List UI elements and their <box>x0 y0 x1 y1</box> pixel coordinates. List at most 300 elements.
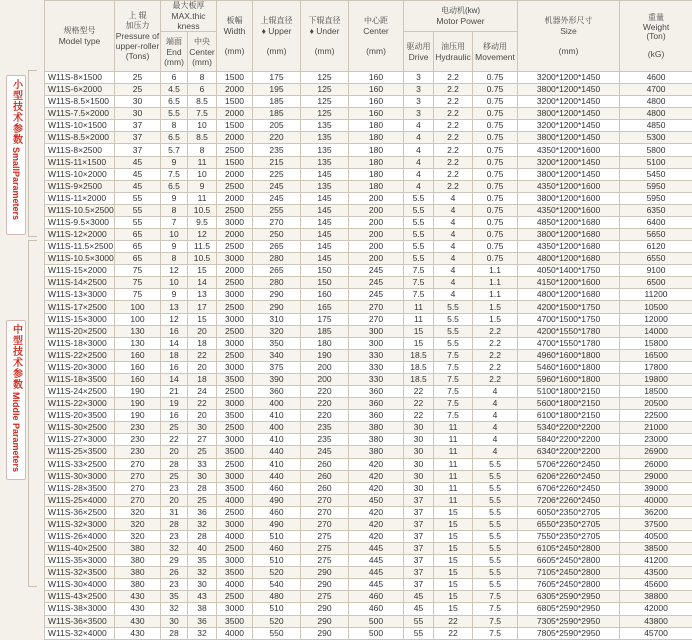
table-cell: 360 <box>349 398 404 410</box>
table-cell: W11S-35×3000 <box>45 555 115 567</box>
header-weight: 重量 Weight (Ton) (kG) <box>620 1 692 72</box>
table-cell: 5.5 <box>473 458 518 470</box>
table-cell: W11S-28×3500 <box>45 482 115 494</box>
table-cell: 20 <box>188 361 217 373</box>
table-cell: 245 <box>349 277 404 289</box>
header-hydraulic: 油压用 Hydraulic <box>434 32 473 72</box>
table-cell: 5650 <box>620 229 692 241</box>
table-cell: 7.5 <box>473 615 518 627</box>
table-row <box>45 591 692 603</box>
table-cell: 22500 <box>620 410 692 422</box>
table-cell: 3000 <box>217 253 253 265</box>
table-cell: 37 <box>404 555 434 567</box>
table-cell: 20 <box>188 325 217 337</box>
table-cell: 200 <box>349 229 404 241</box>
table-cell: 225 <box>253 168 301 180</box>
table-cell: 320 <box>253 325 301 337</box>
table-cell: 7550*2350*2705 <box>518 530 620 542</box>
table-row <box>45 325 692 337</box>
table-cell: 6805*2590*2950 <box>518 603 620 615</box>
table-cell: 445 <box>349 555 404 567</box>
table-cell: 32 <box>188 518 217 530</box>
table-cell: 490 <box>253 494 301 506</box>
table-cell: 4 <box>404 132 434 144</box>
table-row <box>45 422 692 434</box>
table-cell: 2500 <box>217 180 253 192</box>
table-cell: 6206*2260*2450 <box>518 470 620 482</box>
table-row <box>45 180 692 192</box>
table-cell: 25 <box>188 446 217 458</box>
table-cell: 520 <box>253 567 301 579</box>
table-cell: 17 <box>188 301 217 313</box>
table-cell: 28 <box>188 530 217 542</box>
table-cell: 180 <box>349 120 404 132</box>
table-cell: 180 <box>349 168 404 180</box>
table-cell: 14 <box>161 337 188 349</box>
table-cell: 420 <box>349 482 404 494</box>
table-cell: W11S-36×2500 <box>45 506 115 518</box>
table-cell: 100 <box>115 301 161 313</box>
table-row <box>45 446 692 458</box>
table-cell: 6105*2450*2800 <box>518 543 620 555</box>
table-cell: 5800 <box>620 144 692 156</box>
table-cell: 7.5 <box>473 627 518 639</box>
table-cell: 23 <box>161 579 188 591</box>
table-cell: 4150*1200*1600 <box>518 277 620 289</box>
table-cell: 22 <box>161 434 188 446</box>
table-cell: 380 <box>115 555 161 567</box>
table-cell: 12 <box>188 229 217 241</box>
table-cell: 130 <box>115 337 161 349</box>
table-cell: 2.2 <box>473 373 518 385</box>
table-cell: 16500 <box>620 349 692 361</box>
table-cell: 29 <box>161 555 188 567</box>
table-cell: 230 <box>115 422 161 434</box>
table-cell: 265 <box>253 241 301 253</box>
table-cell: 275 <box>301 543 349 555</box>
table-cell: 30 <box>188 579 217 591</box>
table-cell: 9100 <box>620 265 692 277</box>
table-cell: 330 <box>349 349 404 361</box>
table-cell: 310 <box>253 313 301 325</box>
table-cell: 430 <box>115 615 161 627</box>
table-cell: W11S-25×3500 <box>45 446 115 458</box>
table-cell: 5460*1600*1800 <box>518 361 620 373</box>
table-cell: 25 <box>161 422 188 434</box>
table-cell: 35 <box>161 591 188 603</box>
table-cell: 30 <box>188 422 217 434</box>
table-cell: 3800*1200*1600 <box>518 192 620 204</box>
table-row <box>45 603 692 615</box>
table-cell: 445 <box>349 579 404 591</box>
table-cell: 290 <box>301 567 349 579</box>
table-cell: 5950 <box>620 192 692 204</box>
table-cell: 410 <box>253 434 301 446</box>
table-cell: 7.5 <box>404 265 434 277</box>
table-cell: 45 <box>115 168 161 180</box>
table-row <box>45 253 692 265</box>
table-cell: 6400 <box>620 216 692 228</box>
table-cell: 3800*1200*1450 <box>518 168 620 180</box>
table-row <box>45 410 692 422</box>
table-cell: 145 <box>301 204 349 216</box>
table-cell: 10 <box>188 168 217 180</box>
table-row <box>45 458 692 470</box>
table-cell: 2.2 <box>434 120 473 132</box>
table-cell: 125 <box>301 84 349 96</box>
table-cell: 135 <box>301 144 349 156</box>
table-cell: 340 <box>253 349 301 361</box>
table-cell: 4350*1200*1680 <box>518 241 620 253</box>
table-cell: 5.5 <box>404 192 434 204</box>
table-cell: 290 <box>301 603 349 615</box>
table-cell: 2500 <box>217 325 253 337</box>
table-row <box>45 530 692 542</box>
table-cell: 5600*1800*2150 <box>518 398 620 410</box>
table-cell: 0.75 <box>473 216 518 228</box>
table-cell: 40000 <box>620 494 692 506</box>
table-cell: 65 <box>115 253 161 265</box>
table-cell: 45 <box>115 180 161 192</box>
table-cell: 9 <box>161 289 188 301</box>
table-cell: 37 <box>404 530 434 542</box>
table-cell: W11S-22×3000 <box>45 398 115 410</box>
table-cell: 245 <box>349 265 404 277</box>
table-cell: 190 <box>115 398 161 410</box>
table-cell: 4000 <box>217 494 253 506</box>
table-cell: 7.5 <box>404 277 434 289</box>
table-cell: 43500 <box>620 567 692 579</box>
table-cell: W11S-8×2500 <box>45 144 115 156</box>
header-thickness: 最大板厚 MAX.thic kness <box>161 1 217 32</box>
table-cell: 8 <box>161 120 188 132</box>
table-cell: 40 <box>188 543 217 555</box>
table-cell: 15 <box>188 313 217 325</box>
table-cell: 3200*1200*1450 <box>518 96 620 108</box>
table-cell: 270 <box>301 494 349 506</box>
table-row <box>45 349 692 361</box>
table-cell: 245 <box>253 180 301 192</box>
table-cell: 0.75 <box>473 229 518 241</box>
table-cell: 11 <box>404 301 434 313</box>
table-cell: 150 <box>301 265 349 277</box>
table-cell: 160 <box>349 96 404 108</box>
table-cell: 4000 <box>217 530 253 542</box>
table-cell: W11S-26×4000 <box>45 530 115 542</box>
table-cell: W11S-8.5×1500 <box>45 96 115 108</box>
table-header <box>45 1 692 72</box>
table-cell: 2500 <box>217 422 253 434</box>
table-cell: 7.5 <box>473 591 518 603</box>
table-cell: 15 <box>434 567 473 579</box>
table-cell: 18 <box>161 349 188 361</box>
table-cell: 9 <box>188 180 217 192</box>
table-cell: 4350*1200*1600 <box>518 180 620 192</box>
table-cell: 4700*1500*1750 <box>518 313 620 325</box>
table-cell: 380 <box>115 579 161 591</box>
middle-bracket <box>28 240 37 587</box>
table-cell: 1.5 <box>473 313 518 325</box>
table-cell: 125 <box>301 108 349 120</box>
table-cell: 200 <box>349 241 404 253</box>
table-cell: 6305*2590*2950 <box>518 591 620 603</box>
table-cell: 7.5 <box>434 361 473 373</box>
table-cell: 23 <box>161 482 188 494</box>
table-cell: 200 <box>349 192 404 204</box>
table-cell: 65 <box>115 229 161 241</box>
table-cell: 4.5 <box>161 84 188 96</box>
table-cell: 30 <box>115 108 161 120</box>
table-cell: 290 <box>253 289 301 301</box>
table-cell: 6550 <box>620 253 692 265</box>
table-cell: W11S-24×2500 <box>45 386 115 398</box>
table-cell: 450 <box>349 494 404 506</box>
table-cell: 11 <box>188 156 217 168</box>
table-cell: 6605*2450*2800 <box>518 555 620 567</box>
table-cell: 13 <box>161 301 188 313</box>
table-cell: W11S-18×3000 <box>45 337 115 349</box>
table-cell: 15 <box>434 591 473 603</box>
table-cell: 45 <box>404 591 434 603</box>
table-row <box>45 289 692 301</box>
table-cell: 220 <box>253 132 301 144</box>
table-cell: 2000 <box>217 132 253 144</box>
table-cell: 10.5 <box>188 253 217 265</box>
table-cell: 5.5 <box>434 325 473 337</box>
table-cell: 480 <box>253 591 301 603</box>
table-cell: 290 <box>301 579 349 591</box>
table-cell: W11S-30×2500 <box>45 422 115 434</box>
table-cell: 200 <box>349 204 404 216</box>
table-cell: 15 <box>434 543 473 555</box>
table-cell: 55 <box>115 204 161 216</box>
table-cell: 4700 <box>620 84 692 96</box>
table-cell: 38 <box>188 603 217 615</box>
table-cell: 5300 <box>620 132 692 144</box>
table-cell: W11S-30×3000 <box>45 470 115 482</box>
table-cell: 2500 <box>217 506 253 518</box>
table-cell: 300 <box>349 325 404 337</box>
table-cell: 375 <box>253 361 301 373</box>
table-cell: 5.5 <box>473 555 518 567</box>
header-under: 下辊直径 ♦ Under (mm) <box>301 1 349 72</box>
table-row <box>45 229 692 241</box>
table-cell: 245 <box>349 289 404 301</box>
table-cell: 9 <box>161 192 188 204</box>
table-cell: 1500 <box>217 72 253 84</box>
table-cell: 32 <box>161 543 188 555</box>
table-cell: 4 <box>404 156 434 168</box>
table-row <box>45 506 692 518</box>
table-cell: 24 <box>188 386 217 398</box>
table-cell: 160 <box>349 84 404 96</box>
table-cell: 260 <box>301 470 349 482</box>
table-cell: 15 <box>404 325 434 337</box>
table-cell: 4 <box>473 386 518 398</box>
table-cell: 30 <box>161 615 188 627</box>
table-row <box>45 482 692 494</box>
header-center: 中央 Center (mm) <box>188 32 217 72</box>
table-cell: 190 <box>115 386 161 398</box>
table-row <box>45 192 692 204</box>
table-cell: 510 <box>253 530 301 542</box>
table-cell: 1500 <box>217 156 253 168</box>
table-cell: 440 <box>253 446 301 458</box>
table-cell: 0.75 <box>473 132 518 144</box>
table-cell: 20 <box>161 446 188 458</box>
table-cell: 3000 <box>217 555 253 567</box>
table-cell: 36 <box>188 615 217 627</box>
table-cell: 520 <box>253 615 301 627</box>
table-cell: 25 <box>188 494 217 506</box>
table-cell: 30 <box>404 434 434 446</box>
table-cell: 270 <box>349 313 404 325</box>
table-cell: 55 <box>404 627 434 639</box>
table-cell: W11S-11×2000 <box>45 192 115 204</box>
table-cell: 2500 <box>217 543 253 555</box>
table-cell: 5450 <box>620 168 692 180</box>
table-cell: 15 <box>434 530 473 542</box>
table-cell: 43800 <box>620 615 692 627</box>
table-cell: 7.5 <box>434 373 473 385</box>
table-cell: 2500 <box>217 144 253 156</box>
table-row <box>45 156 692 168</box>
header-size: 机器外形尺寸 Size (mm) <box>518 1 620 72</box>
table-cell: 31 <box>161 506 188 518</box>
table-cell: 5950 <box>620 180 692 192</box>
table-cell: 410 <box>253 458 301 470</box>
table-cell: 3 <box>404 96 434 108</box>
table-row <box>45 265 692 277</box>
table-cell: 25 <box>115 72 161 84</box>
table-row <box>45 398 692 410</box>
header-end: 端面 End (mm) <box>161 32 188 72</box>
table-cell: 275 <box>301 530 349 542</box>
table-cell: 4700*1550*1780 <box>518 337 620 349</box>
table-cell: 235 <box>301 422 349 434</box>
table-cell: 2.2 <box>473 325 518 337</box>
table-cell: 200 <box>301 361 349 373</box>
table-cell: 185 <box>301 325 349 337</box>
table-cell: 2000 <box>217 84 253 96</box>
table-cell: W11S-20×2500 <box>45 325 115 337</box>
table-cell: W11S-27×3000 <box>45 434 115 446</box>
table-row <box>45 627 692 639</box>
table-cell: 290 <box>301 627 349 639</box>
table-cell: 4 <box>473 398 518 410</box>
table-cell: 330 <box>349 373 404 385</box>
table-cell: 180 <box>349 156 404 168</box>
table-cell: 4800*1200*1680 <box>518 253 620 265</box>
table-cell: 4000 <box>217 627 253 639</box>
table-cell: 20 <box>161 494 188 506</box>
table-cell: 0.75 <box>473 168 518 180</box>
table-cell: 30 <box>404 446 434 458</box>
table-cell: 6050*2350*2705 <box>518 506 620 518</box>
table-cell: 7.5 <box>188 108 217 120</box>
small-parameters-en: SmallParameters <box>11 147 21 220</box>
table-cell: 41200 <box>620 555 692 567</box>
table-row <box>45 132 692 144</box>
table-cell: 3800*1200*1450 <box>518 132 620 144</box>
table-cell: 290 <box>253 301 301 313</box>
table-cell: 270 <box>115 470 161 482</box>
table-cell: 45600 <box>620 579 692 591</box>
small-parameters-label <box>6 75 26 235</box>
table-cell: 220 <box>301 410 349 422</box>
table-cell: 6 <box>161 72 188 84</box>
table-cell: 6500 <box>620 277 692 289</box>
table-cell: 200 <box>349 216 404 228</box>
table-cell: 37 <box>404 567 434 579</box>
table-cell: 145 <box>301 216 349 228</box>
table-cell: 200 <box>301 373 349 385</box>
table-cell: 17800 <box>620 361 692 373</box>
table-cell: W11S-14×2500 <box>45 277 115 289</box>
table-cell: 160 <box>115 349 161 361</box>
table-cell: 0.75 <box>473 253 518 265</box>
table-cell: 30 <box>188 470 217 482</box>
table-cell: 5.5 <box>473 518 518 530</box>
table-cell: 2000 <box>217 108 253 120</box>
header-center-distance: 中心距 Center (mm) <box>349 1 404 72</box>
table-cell: 27 <box>188 434 217 446</box>
table-cell: 5.5 <box>434 313 473 325</box>
table-cell: 4800 <box>620 96 692 108</box>
table-cell: 55 <box>115 216 161 228</box>
table-cell: 0.75 <box>473 72 518 84</box>
table-cell: 400 <box>253 398 301 410</box>
table-cell: 30 <box>404 422 434 434</box>
table-cell: 3500 <box>217 410 253 422</box>
table-cell: 16 <box>161 410 188 422</box>
table-row <box>45 241 692 253</box>
table-body <box>45 72 692 640</box>
table-cell: 280 <box>253 253 301 265</box>
table-cell: 2500 <box>217 241 253 253</box>
table-cell: 10500 <box>620 301 692 313</box>
table-cell: 430 <box>115 603 161 615</box>
table-cell: 300 <box>349 337 404 349</box>
table-cell: 4200*1550*1780 <box>518 325 620 337</box>
small-bracket <box>28 70 37 237</box>
table-cell: W11S-38×3000 <box>45 603 115 615</box>
table-cell: W11S-8×1500 <box>45 72 115 84</box>
table-cell: 220 <box>301 386 349 398</box>
table-cell: 0.75 <box>473 108 518 120</box>
table-cell: 4 <box>404 144 434 156</box>
table-cell: 18 <box>188 337 217 349</box>
table-cell: 380 <box>349 434 404 446</box>
table-cell: 7.5 <box>434 386 473 398</box>
table-cell: 4050*1400*1750 <box>518 265 620 277</box>
header-movement: 移动用 Movement <box>473 32 518 72</box>
table-cell: 6.5 <box>161 180 188 192</box>
table-row <box>45 543 692 555</box>
table-cell: 275 <box>301 555 349 567</box>
table-cell: 10 <box>161 277 188 289</box>
table-cell: 7605*2450*2800 <box>518 579 620 591</box>
table-cell: 235 <box>301 434 349 446</box>
table-cell: 0.75 <box>473 192 518 204</box>
table-cell: 22 <box>404 410 434 422</box>
table-cell: W11S-8.5×2000 <box>45 132 115 144</box>
table-cell: 30 <box>404 458 434 470</box>
table-cell: 3200*1200*1450 <box>518 120 620 132</box>
table-cell: W11S-11.5×2500 <box>45 241 115 253</box>
table-cell: 180 <box>349 144 404 156</box>
table-cell: 23000 <box>620 434 692 446</box>
